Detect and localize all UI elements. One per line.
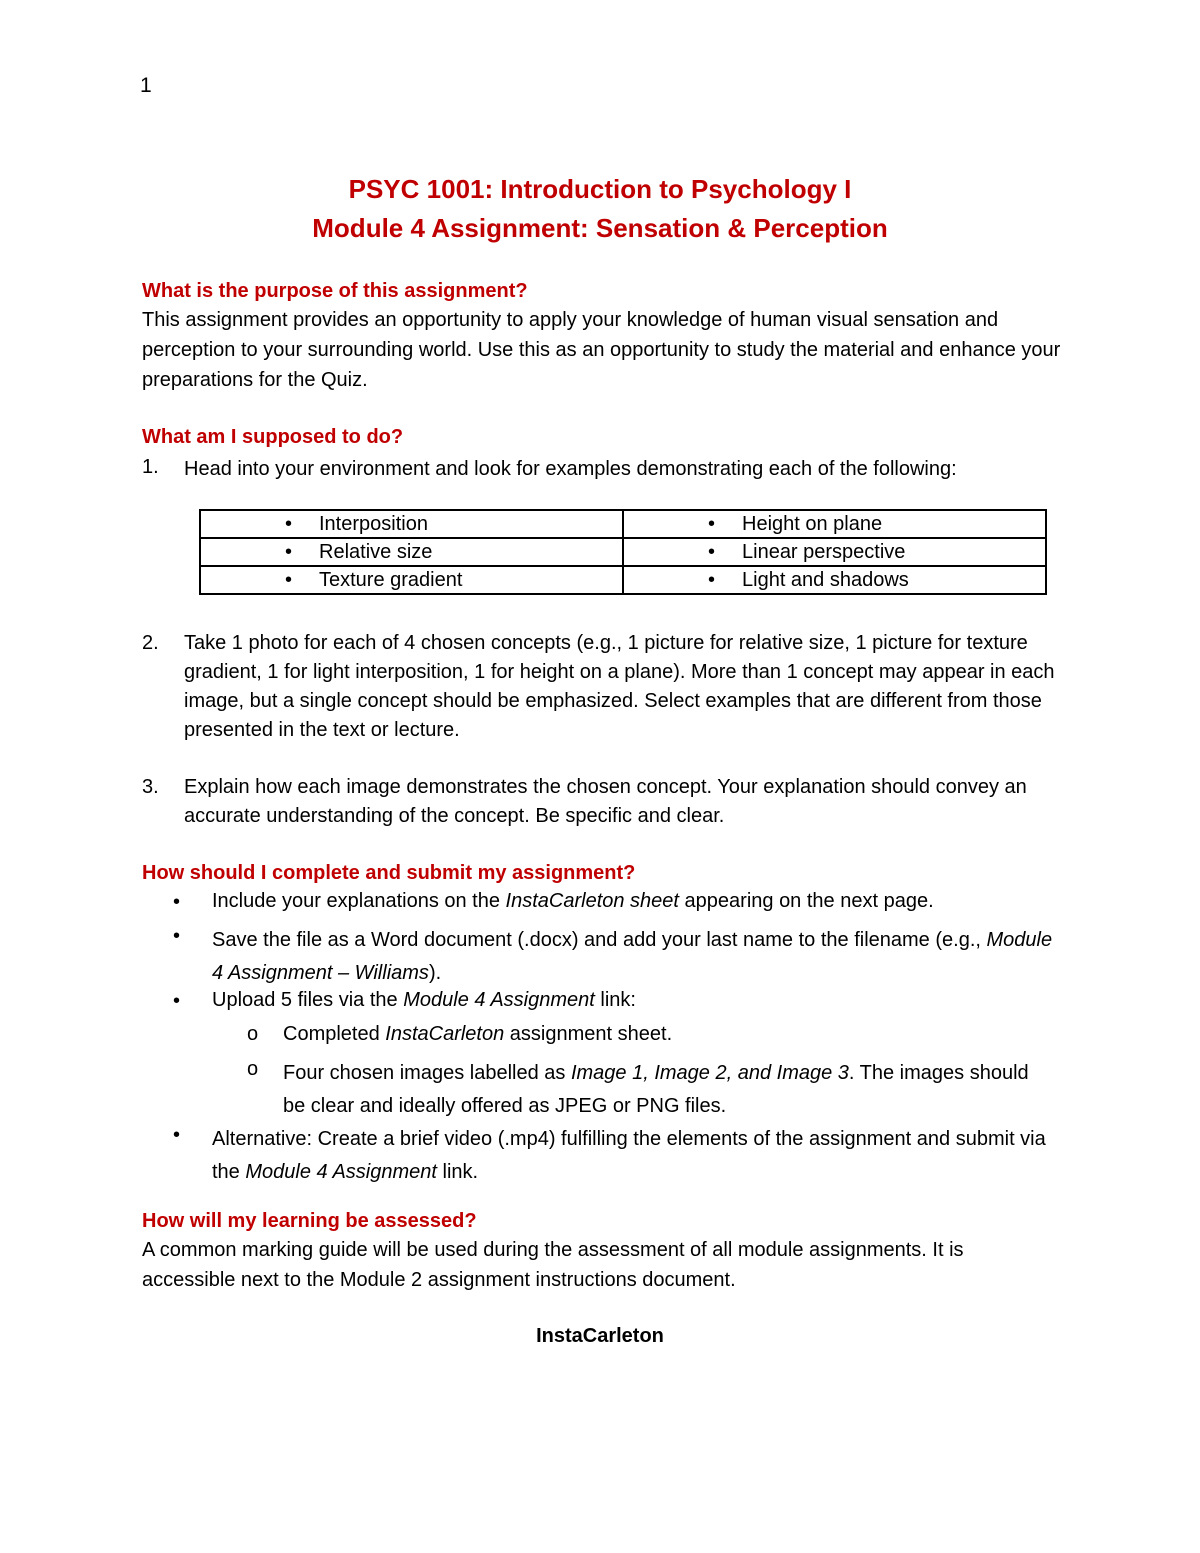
table-cell	[623, 510, 1046, 538]
section-heading-submit: How should I complete and submit my assignment?	[142, 862, 636, 884]
concept-label: Linear perspective	[742, 540, 906, 563]
concept-label: Relative size	[319, 540, 433, 563]
bullet-icon: •	[173, 891, 181, 913]
bullet-icon: •	[708, 568, 716, 591]
purpose-paragraph: This assignment provides an opportunity to apply your knowledge of human visual sensation and perception to your surrounding world. Use this as an opportunity to study the material and enhance your preparations for the Quiz.	[142, 309, 1061, 391]
section-heading-purpose: What is the purpose of this assignment?	[142, 280, 528, 302]
page-subtitle: Module 4 Assignment: Sensation & Perception	[312, 213, 888, 243]
section-heading-what-to-do: What am I supposed to do?	[142, 426, 404, 448]
step-1-text: Head into your environment and look for examples demonstrating each of the following:	[184, 458, 957, 480]
bullet-icon: •	[173, 1124, 181, 1146]
bullet-icon: •	[173, 925, 181, 947]
section-heading-assessment: How will my learning be assessed?	[142, 1210, 477, 1232]
bullet-icon: •	[285, 540, 293, 563]
submit-instruction-1: Include your explanations on the InstaCarleton sheet appearing on the next page.	[212, 890, 934, 912]
table-cell	[623, 566, 1046, 594]
sub-bullet-icon: o	[247, 1023, 259, 1045]
table-cell	[200, 538, 623, 566]
page-number: 1	[140, 74, 152, 97]
concept-label: Interposition	[319, 512, 428, 535]
upload-item-2: Four chosen images labelled as Image 1, Image 2, and Image 3. The images should be clear and ideally offered as JPEG or PNG files.	[283, 1062, 1029, 1117]
bullet-icon: •	[173, 990, 181, 1012]
bullet-icon: •	[708, 512, 716, 535]
concept-label: Light and shadows	[742, 568, 909, 591]
instacarleton-title: InstaCarleton	[536, 1325, 664, 1347]
table-cell	[200, 566, 623, 594]
step-number: 1.	[142, 456, 159, 478]
step-number: 2.	[142, 632, 159, 654]
page-title: PSYC 1001: Introduction to Psychology I	[348, 174, 852, 204]
assessment-paragraph: A common marking guide will be used during the assessment of all module assignments. It is accessible next to the Module 2 assignment instructions document.	[142, 1239, 964, 1291]
step-number: 3.	[142, 776, 159, 798]
submit-instruction-4: Alternative: Create a brief video (.mp4) fulfilling the elements of the assignment and submit via the Module 4 Assignment link.	[212, 1128, 1046, 1183]
step-3-text: Explain how each image demonstrates the chosen concept. Your explanation should convey an accurate understanding of the concept. Be specific and clear.	[184, 776, 1027, 827]
submit-instruction-3: Upload 5 files via the Module 4 Assignment link:	[212, 989, 636, 1011]
table-cell	[200, 510, 623, 538]
concepts-table	[199, 509, 1047, 595]
submit-instruction-2: Save the file as a Word document (.docx) and add your last name to the filename (e.g., Module 4 Assignment – Williams).	[212, 929, 1053, 984]
sub-bullet-icon: o	[247, 1058, 259, 1080]
bullet-icon: •	[285, 568, 293, 591]
bullet-icon: •	[708, 540, 716, 563]
upload-item-1: Completed InstaCarleton assignment sheet.	[283, 1023, 673, 1045]
concept-label: Height on plane	[742, 512, 883, 535]
table-row	[200, 510, 1046, 538]
table-row	[200, 566, 1046, 594]
table-row	[200, 538, 1046, 566]
table-cell	[623, 538, 1046, 566]
concept-label: Texture gradient	[319, 568, 463, 591]
step-2-text: Take 1 photo for each of 4 chosen concepts (e.g., 1 picture for relative size, 1 picture for texture gradient, 1 for light interposition, 1 for height on a plane). More than 1 concept may appear in each image, but a single concept should be emphasized. Select examples that are different from those presented in the text or lecture.	[184, 632, 1055, 741]
bullet-icon: •	[285, 512, 293, 535]
